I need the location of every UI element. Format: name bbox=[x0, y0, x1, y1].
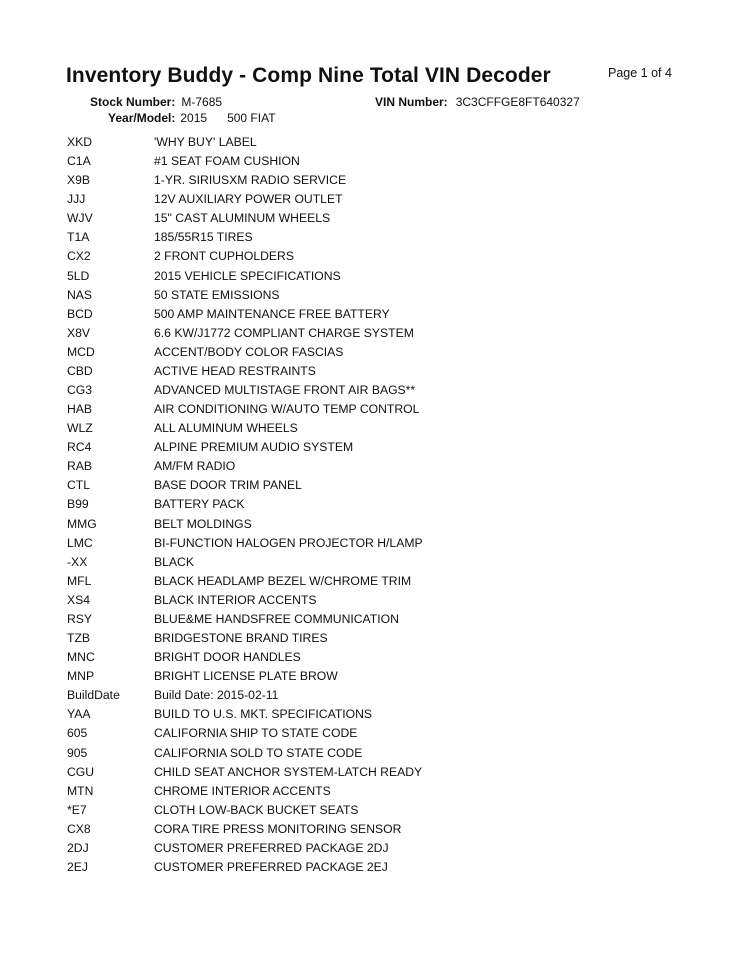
option-description: 2015 VEHICLE SPECIFICATIONS bbox=[154, 268, 341, 283]
stock-number-value: M-7685 bbox=[181, 95, 223, 109]
option-description: BASE DOOR TRIM PANEL bbox=[154, 478, 302, 493]
option-code: 2DJ bbox=[67, 840, 89, 855]
list-item bbox=[67, 724, 687, 743]
option-description: BLUE&ME HANDSFREE COMMUNICATION bbox=[154, 611, 399, 626]
list-item bbox=[67, 572, 687, 591]
option-description: CUSTOMER PREFERRED PACKAGE 2EJ bbox=[154, 859, 388, 874]
list-item bbox=[67, 801, 687, 820]
stock-number-label: Stock Number: bbox=[90, 95, 176, 109]
option-description: CUSTOMER PREFERRED PACKAGE 2DJ bbox=[154, 840, 389, 855]
list-item bbox=[67, 400, 687, 419]
option-description: CALIFORNIA SOLD TO STATE CODE bbox=[154, 745, 363, 760]
list-item bbox=[67, 457, 687, 476]
option-code: RC4 bbox=[67, 440, 92, 455]
list-item bbox=[67, 495, 687, 514]
option-code: BuildDate bbox=[67, 688, 120, 703]
option-code: MFL bbox=[67, 573, 92, 588]
option-code: MCD bbox=[67, 344, 95, 359]
option-description: ACTIVE HEAD RESTRAINTS bbox=[154, 363, 316, 378]
option-code: 2EJ bbox=[67, 859, 89, 874]
option-description: BRIDGESTONE BRAND TIRES bbox=[154, 631, 328, 646]
list-item bbox=[67, 305, 687, 324]
option-code: MNC bbox=[67, 650, 95, 665]
option-code: MNP bbox=[67, 669, 95, 684]
year-model-label: Year/Model: bbox=[108, 111, 176, 125]
option-code: RAB bbox=[67, 459, 93, 474]
option-description: BRIGHT DOOR HANDLES bbox=[154, 650, 301, 665]
option-code: -XX bbox=[67, 554, 88, 569]
list-item bbox=[67, 286, 687, 305]
option-description: 185/55R15 TIRES bbox=[154, 230, 253, 245]
list-item bbox=[67, 476, 687, 495]
option-description: CHILD SEAT ANCHOR SYSTEM-LATCH READY bbox=[154, 764, 423, 779]
option-code: CGU bbox=[67, 764, 95, 779]
list-item bbox=[67, 744, 687, 763]
option-description: CORA TIRE PRESS MONITORING SENSOR bbox=[154, 821, 402, 836]
year-model bbox=[108, 111, 276, 125]
option-description: BLACK bbox=[154, 554, 194, 569]
list-item bbox=[67, 419, 687, 438]
option-description: AIR CONDITIONING W/AUTO TEMP CONTROL bbox=[154, 402, 420, 417]
list-item bbox=[67, 343, 687, 362]
option-description: CLOTH LOW-BACK BUCKET SEATS bbox=[154, 802, 359, 817]
option-description: 2 FRONT CUPHOLDERS bbox=[154, 249, 294, 264]
list-item bbox=[67, 171, 687, 190]
option-code: T1A bbox=[67, 230, 90, 245]
page-number: Page 1 of 4 bbox=[608, 66, 672, 80]
option-description: BRIGHT LICENSE PLATE BROW bbox=[154, 669, 338, 684]
option-code: WJV bbox=[67, 211, 93, 226]
option-description: 500 AMP MAINTENANCE FREE BATTERY bbox=[154, 306, 390, 321]
option-code: CBD bbox=[67, 363, 93, 378]
option-code: C1A bbox=[67, 154, 91, 169]
option-code: HAB bbox=[67, 402, 93, 417]
option-code: 905 bbox=[67, 745, 88, 760]
option-description: BLACK HEADLAMP BEZEL W/CHROME TRIM bbox=[154, 573, 412, 588]
list-item bbox=[67, 667, 687, 686]
option-code: 5LD bbox=[67, 268, 90, 283]
year-value: 2015 bbox=[180, 111, 208, 125]
option-description: BUILD TO U.S. MKT. SPECIFICATIONS bbox=[154, 707, 373, 722]
option-description: BI-FUNCTION HALOGEN PROJECTOR H/LAMP bbox=[154, 535, 423, 550]
option-code: X9B bbox=[67, 173, 91, 188]
option-code: WLZ bbox=[67, 421, 93, 436]
option-description: ACCENT/BODY COLOR FASCIAS bbox=[154, 344, 344, 359]
list-item bbox=[67, 858, 687, 877]
page-title: Inventory Buddy - Comp Nine Total VIN Decoder bbox=[66, 64, 551, 87]
list-item bbox=[67, 362, 687, 381]
vin-number-label: VIN Number: bbox=[375, 95, 448, 109]
option-description: 6.6 KW/J1772 COMPLIANT CHARGE SYSTEM bbox=[154, 325, 414, 340]
option-code-list bbox=[67, 133, 687, 877]
option-description: #1 SEAT FOAM CUSHION bbox=[154, 154, 300, 169]
list-item bbox=[67, 629, 687, 648]
list-item bbox=[67, 534, 687, 553]
list-item bbox=[67, 515, 687, 534]
option-code: NAS bbox=[67, 287, 93, 302]
list-item bbox=[67, 782, 687, 801]
option-code: 605 bbox=[67, 726, 88, 741]
option-description: BATTERY PACK bbox=[154, 497, 245, 512]
list-item bbox=[67, 591, 687, 610]
vin-number bbox=[375, 95, 580, 109]
list-item bbox=[67, 228, 687, 247]
list-item bbox=[67, 267, 687, 286]
option-code: CX2 bbox=[67, 249, 91, 264]
option-code: B99 bbox=[67, 497, 89, 512]
list-item bbox=[67, 209, 687, 228]
option-code: *E7 bbox=[67, 802, 87, 817]
option-description: 12V AUXILIARY POWER OUTLET bbox=[154, 192, 343, 207]
list-item bbox=[67, 190, 687, 209]
option-description: 50 STATE EMISSIONS bbox=[154, 287, 280, 302]
option-code: CTL bbox=[67, 478, 91, 493]
option-description: BLACK INTERIOR ACCENTS bbox=[154, 592, 317, 607]
option-description: Build Date: 2015-02-11 bbox=[154, 688, 279, 703]
list-item bbox=[67, 839, 687, 858]
option-description: ADVANCED MULTISTAGE FRONT AIR BAGS** bbox=[154, 383, 416, 398]
option-code: MTN bbox=[67, 783, 94, 798]
option-description: AM/FM RADIO bbox=[154, 459, 236, 474]
list-item bbox=[67, 705, 687, 724]
option-description: CALIFORNIA SHIP TO STATE CODE bbox=[154, 726, 358, 741]
option-code: TZB bbox=[67, 631, 91, 646]
option-code: BCD bbox=[67, 306, 93, 321]
option-code: XKD bbox=[67, 135, 93, 149]
option-description: ALPINE PREMIUM AUDIO SYSTEM bbox=[154, 440, 354, 455]
option-description: CHROME INTERIOR ACCENTS bbox=[154, 783, 331, 798]
option-code: X8V bbox=[67, 325, 91, 340]
list-item bbox=[67, 820, 687, 839]
option-code: MMG bbox=[67, 516, 97, 531]
vin-number-value: 3C3CFFGE8FT640327 bbox=[455, 95, 580, 109]
option-code: XS4 bbox=[67, 592, 91, 607]
option-code: RSY bbox=[67, 611, 93, 626]
list-item bbox=[67, 152, 687, 171]
option-description: ALL ALUMINUM WHEELS bbox=[154, 421, 298, 436]
list-item bbox=[67, 324, 687, 343]
list-item bbox=[67, 438, 687, 457]
list-item bbox=[67, 610, 687, 629]
stock-number bbox=[90, 95, 222, 109]
option-code: JJJ bbox=[67, 192, 86, 207]
option-description: 15" CAST ALUMINUM WHEELS bbox=[154, 211, 331, 226]
option-description: 1-YR. SIRIUSXM RADIO SERVICE bbox=[154, 173, 347, 188]
list-item bbox=[67, 381, 687, 400]
option-description: 'WHY BUY' LABEL bbox=[154, 135, 257, 149]
list-item bbox=[67, 686, 687, 705]
option-code: CG3 bbox=[67, 383, 93, 398]
model-value: 500 FIAT bbox=[227, 111, 276, 125]
list-item bbox=[67, 553, 687, 572]
option-code: CX8 bbox=[67, 821, 91, 836]
option-description: BELT MOLDINGS bbox=[154, 516, 252, 531]
list-item bbox=[67, 763, 687, 782]
option-code: YAA bbox=[67, 707, 91, 722]
list-item bbox=[67, 247, 687, 266]
list-item bbox=[67, 133, 687, 152]
option-code: LMC bbox=[67, 535, 93, 550]
list-item bbox=[67, 648, 687, 667]
